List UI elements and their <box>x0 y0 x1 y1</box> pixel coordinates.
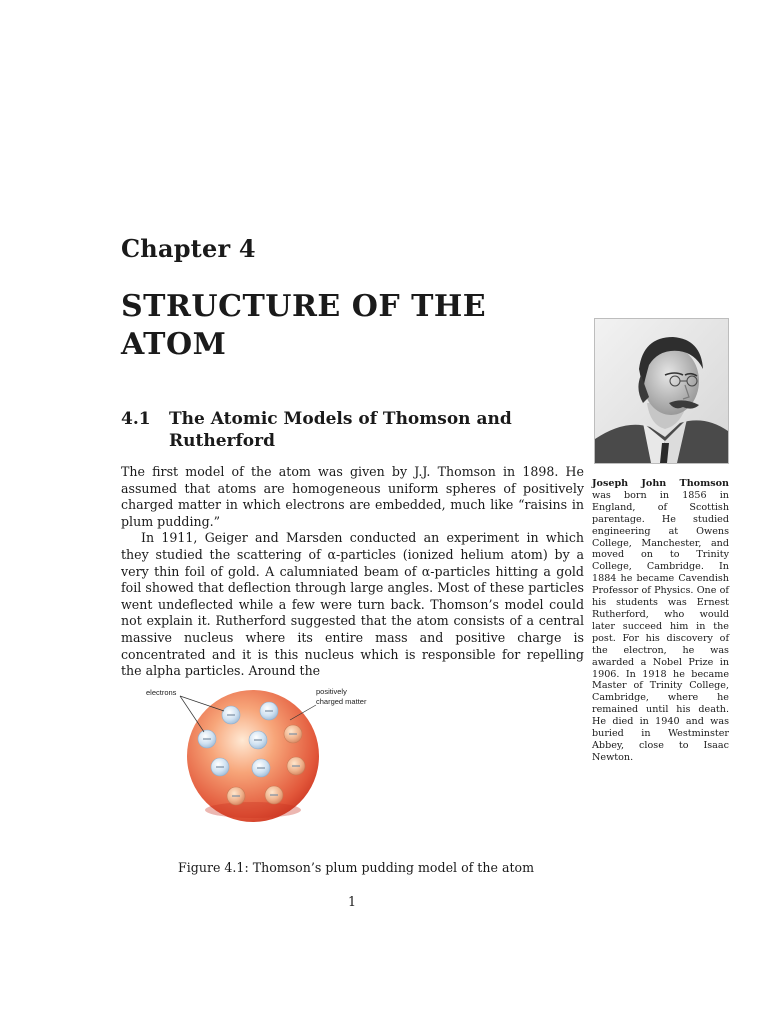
page-number: 1 <box>347 894 356 909</box>
positive-charge-label-line2: charged matter <box>316 697 367 706</box>
body-text <box>121 464 584 680</box>
section-number: 4.1 <box>121 409 151 429</box>
section-heading <box>121 408 591 452</box>
electrons-label: electrons <box>146 688 177 697</box>
chapter-title: STRUCTURE OF THE ATOM <box>121 289 487 362</box>
section-title: The Atomic Models of Thomson and Rutherford <box>169 409 512 451</box>
sidenote-text: was born in 1856 in England, of Scottish parentage. He studied engineering at Owens College, Manchester, and moved on to Trinity College, Cambridge. In 1884 he became Cavendish Professor of Physics. One of his students was Ernest Rutherford, who would later succeed him in the post. For his discovery of the electron, he was awarded a Nobel Prize in 1906. In 1918 he became Master of Trinity College, Cambridge, where he remained until his death. He died in 1940 and was buried in Westminster Abbey, close to Isaac Newton. <box>592 489 729 763</box>
sidenote-name: Joseph John Thomson <box>592 478 729 489</box>
plum-pudding-diagram <box>140 682 400 827</box>
plum-pudding-figure <box>140 682 400 827</box>
biography-sidenote <box>592 478 729 764</box>
paragraph: The first model of the atom was given by J.J. Thomson in 1898. He assumed that atoms are homogeneous uniform spheres of positively charged matter in which electrons are embedded, much like “raisins in plum pudding.” <box>121 464 584 529</box>
portrait-image <box>595 319 728 463</box>
thomson-portrait <box>594 318 729 464</box>
paragraph: In 1911, Geiger and Marsden conducted an experiment in which they studied the scattering of α-particles (ionized helium atom) by a very thin foil of gold. A calumniated beam of α-particles hitting a gold foil showed that deflection through large angles. Most of these particles went undeflected while a few were turn back. Thomson’s model could not explain it. Rutherford suggested that the atom consists of a central massive nucleus where its entire mass and positive charge is concentrated and it is this nucleus which is responsible for repelling the alpha particles. Around the <box>121 530 584 679</box>
figure-caption: Figure 4.1: Thomson’s plum pudding model of the atom <box>178 860 535 875</box>
positive-charge-label-line1: positively <box>316 687 347 696</box>
chapter-label: Chapter 4 <box>121 234 256 263</box>
